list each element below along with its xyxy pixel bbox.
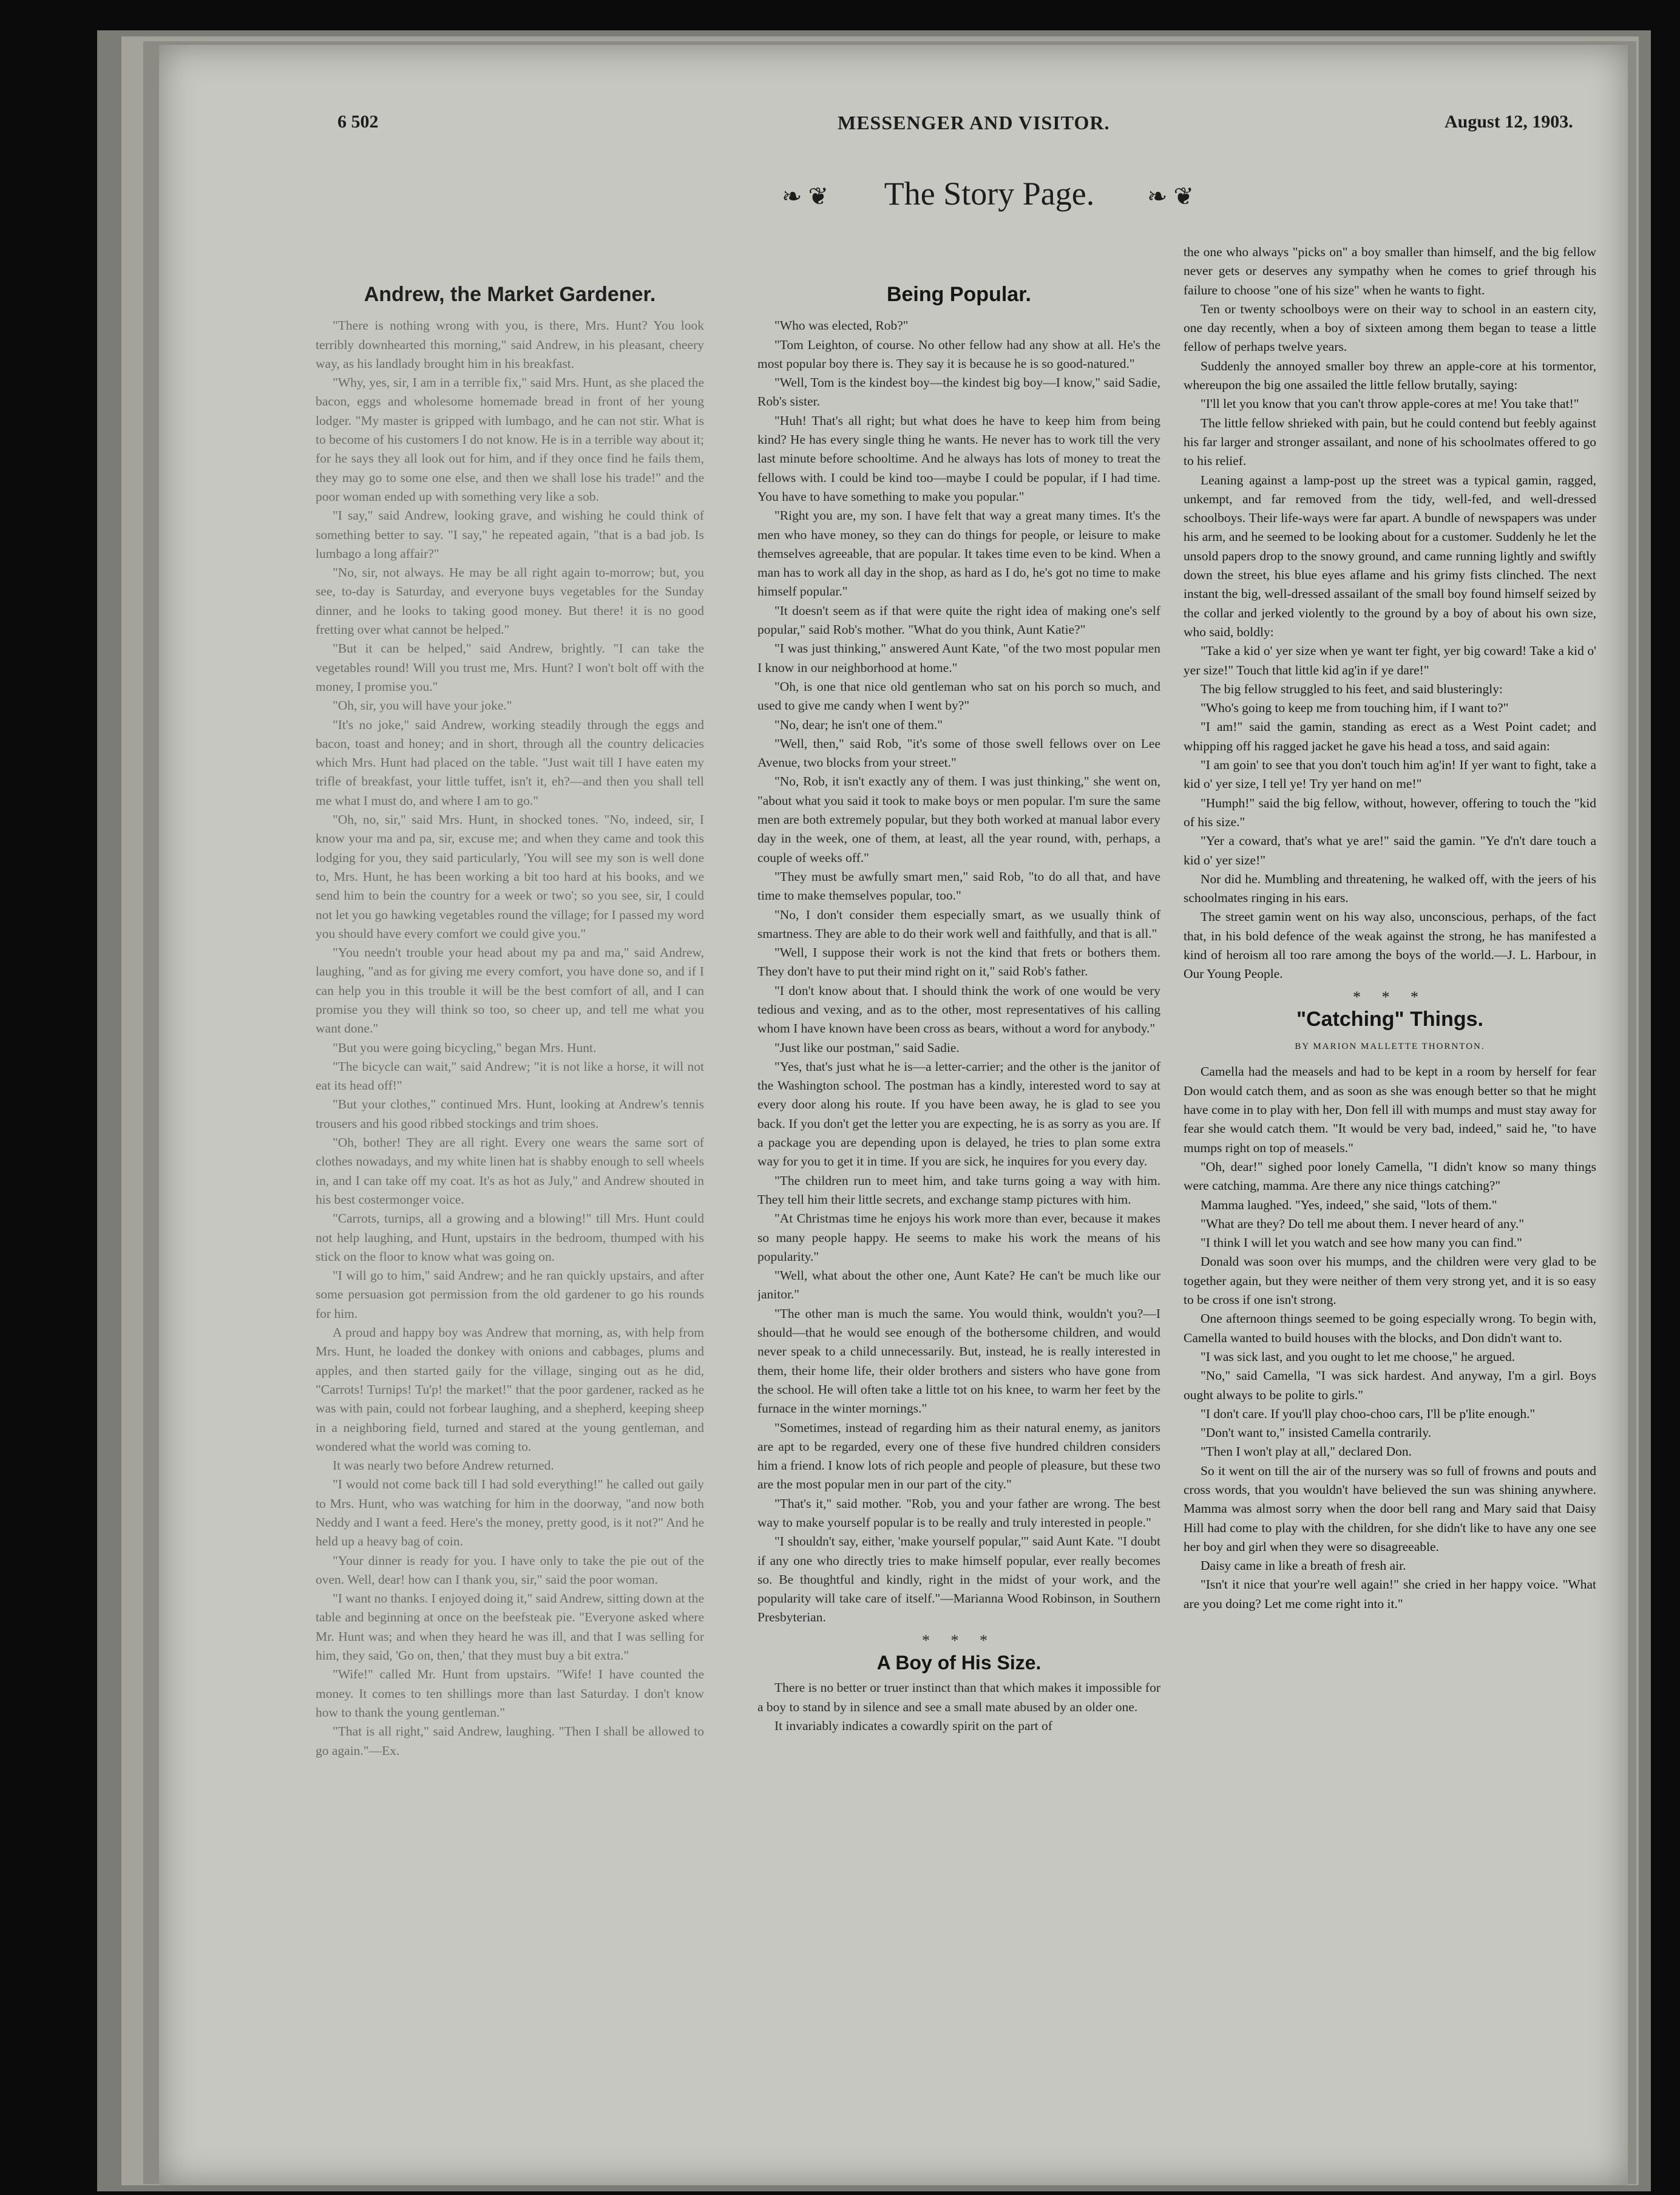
story-paragraph: "That is all right," said Andrew, laughing. "Then I shall be allowed to go again."—Ex. — [316, 1724, 704, 1758]
story-paragraph: "But it can be helped," said Andrew, brightly. "I can take the vegetables round! Will you trust me, Mrs. Hunt? I won't bolt off with the money, I promise you." — [316, 641, 704, 694]
story-paragraph: "Right you are, my son. I have felt that way a great many times. It's the men who have money, so they can do things for people, or leisure to make themselves agreeable, that are popular. It takes time even to be kind. When a man has to work all day in the shop, as hard as I do, he's got no time to make himself popular." — [757, 508, 1160, 599]
story-paragraph: "I was just thinking," answered Aunt Kate, "of the two most popular men I know in our neighborhood at home." — [757, 641, 1160, 675]
story-paragraph: "No," said Camella, "I was sick hardest. And anyway, I'm a girl. Boys ought always to be polite to girls." — [1184, 1368, 1596, 1402]
story-paragraph: "Sometimes, instead of regarding him as their natural enemy, as janitors are apt to be regarded, every one of these five hundred children considers him a friend. I know lots of rich people and people of pleasure, but these two are the most popular men in our part of the city." — [757, 1420, 1160, 1492]
story-paragraph: "You needn't trouble your head about my pa and ma," said Andrew, laughing, "and as for giving me every comfort, you have done so, and if I can help you in this trouble it will be the best comfort of all, and I can promise you they will think so too, so cheer up, and tell me what you want done." — [316, 945, 704, 1036]
story-paragraph: "I was sick last, and you ought to let me choose," he argued. — [1201, 1349, 1516, 1364]
section-separator: * * * — [1353, 988, 1427, 1006]
story-paragraph: "But your clothes," continued Mrs. Hunt, looking at Andrew's tennis trousers and his good ribbed stockings and trim shoes. — [316, 1097, 704, 1131]
story-paragraph: One afternoon things seemed to be going especially wrong. To begin with, Camella wanted to build houses with the blocks, and Don didn't want to. — [1184, 1311, 1596, 1345]
story-paragraph: "Your dinner is ready for you. I have only to take the pie out of the oven. Well, dear! how can I thank you, sir," said the poor woman. — [316, 1553, 704, 1587]
story-title-boy-of-size: A Boy of His Size. — [876, 1652, 1042, 1674]
story-paragraph: Camella had the measels and had to be kept in a room by herself for fear Don would catch them, and as soon as she was enough better so that he might have come in to play with her, Don fell ill with mumps and must stay away for fear she would catch them. "It would be very bad, indeed," said he, "to have mumps right on top of measels." — [1184, 1064, 1596, 1155]
story-paragraph: "I shouldn't say, either, 'make yourself popular,'" said Aunt Kate. "I doubt if any one who directly tries to make himself popular, ever really becomes so. Be thoughtful and kindly, right in the midst of your work, and the popularity will take care of itself."—Marianna Wood Robinson, in Southern Presbyterian. — [757, 1534, 1160, 1625]
story-paragraph: Suddenly the annoyed smaller boy threw an apple-core at his tormentor, whereupon the big one assailed the little fellow brutally, saying: — [1184, 358, 1596, 393]
story-title-popular: Being Popular. — [886, 285, 1032, 306]
story-paragraph: "Humph!" said the big fellow, without, however, offering to touch the "kid of his size." — [1184, 795, 1596, 829]
story-paragraph: "Wife!" called Mr. Hunt from upstairs. "Wife! I have counted the money. It comes to ten shillings more than last Saturday. I don't know how to thank the young gentleman." — [316, 1667, 704, 1720]
page-number: 6 502 — [337, 112, 379, 132]
story-body-boy-of-size-cont — [1184, 243, 1596, 984]
story-paragraph: "Don't want to," insisted Camella contrarily. — [1201, 1425, 1432, 1440]
left-ornament-icon: ❧ ❦ — [782, 183, 829, 210]
column-andrew — [316, 285, 704, 1760]
story-paragraph: "No, I don't consider them especially smart, as we usually think of smartness. They are able to do their work well and faithfully, and that is all." — [757, 907, 1160, 941]
story-paragraph: "Yer a coward, that's what ye are!" said the gamin. "Ye d'n't dare touch a kid o' yer size!" — [1184, 833, 1596, 867]
story-paragraph: "Well, Tom is the kindest boy—the kindest big boy—I know," said Sadie, Rob's sister. — [757, 375, 1160, 409]
story-paragraph: "Isn't it nice that your're well again!" she cried in her happy voice. "What are you doing? Let me come right into it." — [1184, 1577, 1596, 1611]
story-paragraph: "They must be awfully smart men," said Rob, "to do all that, and have time to make themselves popular, too." — [757, 869, 1160, 903]
story-paragraph: Nor did he. Mumbling and threatening, he walked off, with the jeers of his schoolmates ringing in his ears. — [1184, 871, 1596, 906]
story-paragraph: "Well, then," said Rob, "it's some of those swell fellows over on Lee Avenue, two blocks from your street." — [757, 736, 1160, 770]
story-paragraph: "Take a kid o' yer size when ye want ter fight, yer big coward! Take a kid o' yer size!" Touch that little kid ag'in if ye dare!" — [1184, 643, 1596, 677]
story-paragraph: "No, sir, not always. He may be all right again to-morrow; but, you see, to-day is Saturday, and everyone buys vegetables for the Sunday dinner, and he looks to taking good money. But there! it is no good fretting over what cannot be helped." — [316, 565, 704, 637]
story-paragraph: "The bicycle can wait," said Andrew; "it is not like a horse, it will not eat its head off!" — [316, 1059, 704, 1093]
story-paragraph: "But you were going bicycling," began Mrs. Hunt. — [333, 1040, 597, 1055]
story-paragraph: "There is nothing wrong with you, is there, Mrs. Hunt? You look terribly downhearted this morning," said Andrew, in his pleasant, cheery way, as his landlady brought him in his breakfast. — [316, 318, 704, 371]
story-paragraph: "Well, I suppose their work is not the kind that frets or bothers them. They don't have to put their mind right on it," said Rob's father. — [757, 945, 1160, 979]
story-paragraph: "Oh, is one that nice old gentleman who sat on his porch so much, and used to give me candy when I went by?" — [757, 679, 1160, 713]
story-paragraph: Mamma laughed. "Yes, indeed," she said, "lots of them." — [1201, 1197, 1497, 1212]
story-title-catching: "Catching" Things. — [1296, 1007, 1483, 1031]
story-paragraph: "Oh, sir, you will have your joke." — [333, 698, 512, 713]
story-paragraph: "Oh, no, sir," said Mrs. Hunt, in shocked tones. "No, indeed, sir, I know your ma and pa, sir, excuse me; and when they came and took this lodging for you, they said particularly, 'You will see my son is well done to, Mrs. Hunt, he has been working a bit too hard at his books, and we send him to bein the country for a week or two'; so you see, sir, I could not let you go hawking vegetables round the village; for I passed my word you should have every comfort we could give you." — [316, 812, 704, 941]
story-paragraph: So it went on till the air of the nursery was so full of frowns and pouts and cross words, that you wouldn't have believed the sun was shining anywhere. Mamma was almost sorry when the door bell rang and Mary said that Daisy Hill had come to play with the children, for she didn't like to have any one see her boy and girl when they were so disagreeable. — [1184, 1463, 1596, 1554]
story-paragraph: "I say," said Andrew, looking grave, and wishing he could think of something better to say. "I say," he repeated again, "that is a bad job. Is lumbago a long affair?" — [316, 508, 704, 561]
story-body-popular — [757, 316, 1160, 1627]
story-paragraph: "Oh, bother! They are all right. Every one wears the same sort of clothes nowadays, and my white linen hat is shabby enough to sell wheels in, and I can take off my coat. It's as hot as July," and Andrew shouted in his best costermonger voice. — [316, 1135, 704, 1207]
story-paragraph: Ten or twenty schoolboys were on their way to school in an eastern city, one day recently, when a boy of sixteen among them began to tease a little fellow of perhaps twelve years. — [1184, 301, 1596, 355]
story-paragraph: "The other man is much the same. You would think, wouldn't you?—I should—that he would see enough of the bothersome children, and would never speak to a child unnecessarily. But, instead, he is really interested in them, their home life, their older brothers and sisters who have gone from the school. He will often take a little tot on his knee, to warm her feet by the furnace in the winter mornings." — [757, 1306, 1160, 1416]
story-body-catching — [1184, 1062, 1596, 1613]
story-paragraph: "Well, what about the other one, Aunt Kate? He can't be much like our janitor." — [757, 1268, 1160, 1302]
story-paragraph: It invariably indicates a cowardly spirit on the part of — [774, 1718, 1052, 1733]
story-paragraph: "Just like our postman," said Sadie. — [774, 1040, 960, 1055]
story-byline: BY MARION MALLETTE THORNTON. — [1295, 1042, 1485, 1052]
story-paragraph: "No, Rob, it isn't exactly any of them. I was just thinking," she went on, "about what you said it took to make boys or men popular. I'm sure the same men are both extremely popular, but they both worked at manual labor every day in the week, one of them, at least, all the year round, with, perhaps, a couple of weeks off." — [757, 774, 1160, 865]
story-paragraph: the one who always "picks on" a boy smaller than himself, and the big fellow never gets or deserves any sympathy when he comes to grief through his failure to choose "one of his size" when he wants to fight. — [1184, 245, 1596, 297]
story-paragraph: "I want no thanks. I enjoyed doing it," said Andrew, sitting down at the table and beginning at once on the beefsteak pie. "Everyone asked where Mr. Hunt was; and when they heard he was ill, and that I was selling for him, they said, 'Go on, then,' that they must buy a bit extra." — [316, 1591, 704, 1663]
story-paragraph: "That's it," said mother. "Rob, you and your father are wrong. The best way to make yourself popular is to be really and truly interested in people." — [757, 1496, 1160, 1530]
story-paragraph: There is no better or truer instinct than that which makes it impossible for a boy to stand by in silence and see a small mate abused by an older one. — [757, 1680, 1160, 1714]
story-paragraph: The little fellow shrieked with pain, but he could contend but feebly against his far larger and stronger assailant, and none of his schoolmates offered to go to his relief. — [1184, 415, 1596, 469]
story-paragraph: "It doesn't seem as if that were quite the right idea of making one's self popular," said Rob's mother. "What do you think, Aunt Katie?" — [757, 603, 1160, 637]
story-body-andrew — [316, 316, 704, 1760]
section-separator: * * * — [922, 1631, 996, 1649]
story-paragraph: "Oh, dear!" sighed poor lonely Camella, "I didn't know so many things were catching, mamma. Are there any nice things catching?" — [1184, 1159, 1596, 1193]
story-paragraph: "Tom Leighton, of course. No other fellow had any show at all. He's the most popular boy there is. They say it is because he is so good-natured." — [757, 337, 1160, 371]
story-paragraph: "What are they? Do tell me about them. I never heard of any." — [1201, 1216, 1525, 1231]
story-paragraph: "I am!" said the gamin, standing as erect as a West Point cadet; and whipping off his ragged jacket he gave his head a toss, and said again: — [1184, 719, 1596, 753]
story-paragraph: A proud and happy boy was Andrew that morning, as, with help from Mrs. Hunt, he loaded the donkey with onions and cabbages, plums and apples, and then started gaily for the village, singing out as he did, "Carrots! Turnips! Tu'p! the market!" that the poor gardener, racked as he was with pain, could not forbear laughing, and a shepherd, keeping sheep in a neighboring field, turned and stared at the young gentleman, and wondered what the world was coming to. — [316, 1325, 704, 1454]
story-paragraph: "I don't know about that. I should think the work of one would be very tedious and vexing, and as to the other, most representatives of his calling whom I have known have been cross as bears, without a word for anybody." — [757, 983, 1160, 1036]
issue-date: August 12, 1903. — [1445, 112, 1573, 132]
right-ornament-icon: ❧ ❦ — [1147, 183, 1194, 210]
story-paragraph: "Who was elected, Rob?" — [774, 318, 909, 333]
story-paragraph: The big fellow struggled to his feet, and said blusteringly: — [1201, 681, 1503, 696]
story-paragraph: "No, dear; he isn't one of them." — [774, 717, 943, 732]
story-paragraph: "I would not come back till I had sold everything!" he called out gaily to Mrs. Hunt, who was watching for him in the doorway, "and now both Neddy and I want a feed. Here's the money, pretty good, is it not?" And he held up a heavy bag of coin. — [316, 1477, 704, 1549]
story-paragraph: Leaning against a lamp-post up the street was a typical gamin, ragged, unkempt, and far removed from the tidy, well-fed, and well-dressed schoolboys. Their life-ways were far apart. A bundle of newspapers was under his arm, and he seemed to be looking about for a customer. Suddenly he let the unsold papers drop to the snowy ground, and came running lightly and swiftly down the street, his blue eyes aflame and his grimy fists clinched. The next instant the big, well-dressed assailant of the small boy found himself seized by the collar and jerked violently to the ground by a boy of about his own size, who said, boldly: — [1184, 472, 1596, 639]
story-paragraph: "I'll let you know that you can't throw apple-cores at me! You take that!" — [1201, 396, 1579, 412]
column-right — [1184, 243, 1596, 1613]
story-paragraph: "Who's going to keep me from touching him, if I want to?" — [1201, 701, 1509, 716]
masthead: MESSENGER AND VISITOR. — [838, 112, 1110, 134]
story-body-boy-of-size-start — [757, 1678, 1160, 1735]
column-popular — [757, 285, 1160, 1735]
story-paragraph: "It's no joke," said Andrew, working steadily through the eggs and bacon, toast and honey; and in short, through all the country delicacies which Mrs. Hunt had placed on the table. "Just wait till I have eaten my trifle of breakfast, your little tuffet, isn't it, eh?—and then you shall tell me what I must do, and where I am to go." — [316, 717, 704, 808]
story-title-andrew: Andrew, the Market Gardener. — [364, 285, 656, 306]
story-paragraph: "I am goin' to see that you don't touch him ag'in! If yer want to fight, take a kid o' yer size, I tell ye! Try yer hand on me!" — [1184, 758, 1596, 792]
story-paragraph: "Why, yes, sir, I am in a terrible fix," said Mrs. Hunt, as she placed the bacon, eggs and wholesome homemade bread in front of her young lodger. "My master is gripped with lumbago, and he can not stir. What is to become of his customers I do not know. He is in a terrible way about it; for he says they all look out for him, and if they once find he fails them, they may go to some one else, and then we shall lose his trade!" and the poor woman ended up with something very like a sob. — [316, 375, 704, 504]
story-paragraph: Donald was soon over his mumps, and the children were very glad to be together again, but they were neither of them very strong yet, and it is so easy to be cross if one isn't strong. — [1184, 1254, 1596, 1308]
story-paragraph: "I don't care. If you'll play choo-choo cars, I'll be p'lite enough." — [1201, 1406, 1536, 1421]
story-paragraph: The street gamin went on his way also, unconscious, perhaps, of the fact that, in his bold defence of the weak against the strong, he has manifested a kind of heroism all too rare among the boys of the world.—J. L. Harbour, in Our Young People. — [1184, 909, 1596, 982]
story-paragraph: "Carrots, turnips, all a growing and a blowing!" till Mrs. Hunt could not help laughing, and Hunt, upstairs in the bedroom, thumped with his stick on the floor to know what was going on. — [316, 1211, 704, 1264]
story-paragraph: "I will go to him," said Andrew; and he ran quickly upstairs, and after some persuasion got permission from the old gardener to go his rounds for him. — [316, 1268, 704, 1321]
page-title: The Story Page. — [884, 175, 1095, 212]
story-paragraph: "At Christmas time he enjoys his work more than ever, because it makes so many people happy. He seems to make his work the means of his popularity." — [757, 1211, 1160, 1264]
story-paragraph: "The children run to meet him, and take turns going a way with him. They tell him their little secrets, and exchange stamp pictures with him. — [757, 1173, 1160, 1207]
story-paragraph: Daisy came in like a breath of fresh air. — [1201, 1558, 1406, 1573]
story-paragraph: "I think I will let you watch and see how many you can find." — [1201, 1235, 1522, 1250]
story-paragraph: "Huh! That's all right; but what does he have to keep him from being kind? He has every single thing he wants. He never has to work till the very last minute before schooltime. And he always has lots of money to treat the fellows with. I could be kind too—maybe I could be popular, if I had time. You have to have something to make you popular." — [757, 413, 1160, 504]
story-paragraph: It was nearly two before Andrew returned. — [333, 1458, 554, 1473]
story-paragraph: "Then I won't play at all," declared Don. — [1201, 1444, 1412, 1459]
story-paragraph: "Yes, that's just what he is—a letter-carrier; and the other is the janitor of the Washington school. The postman has a kindly, interested word to say at every door along his route. If you have been away, he is glad to see you back. If you don't get the letter you are expecting, he is as sorry as you are. If a package you are depending upon is delayed, he tries to plan some extra way for you to get it in time. If you are sick, he inquires for you every day. — [757, 1059, 1160, 1169]
